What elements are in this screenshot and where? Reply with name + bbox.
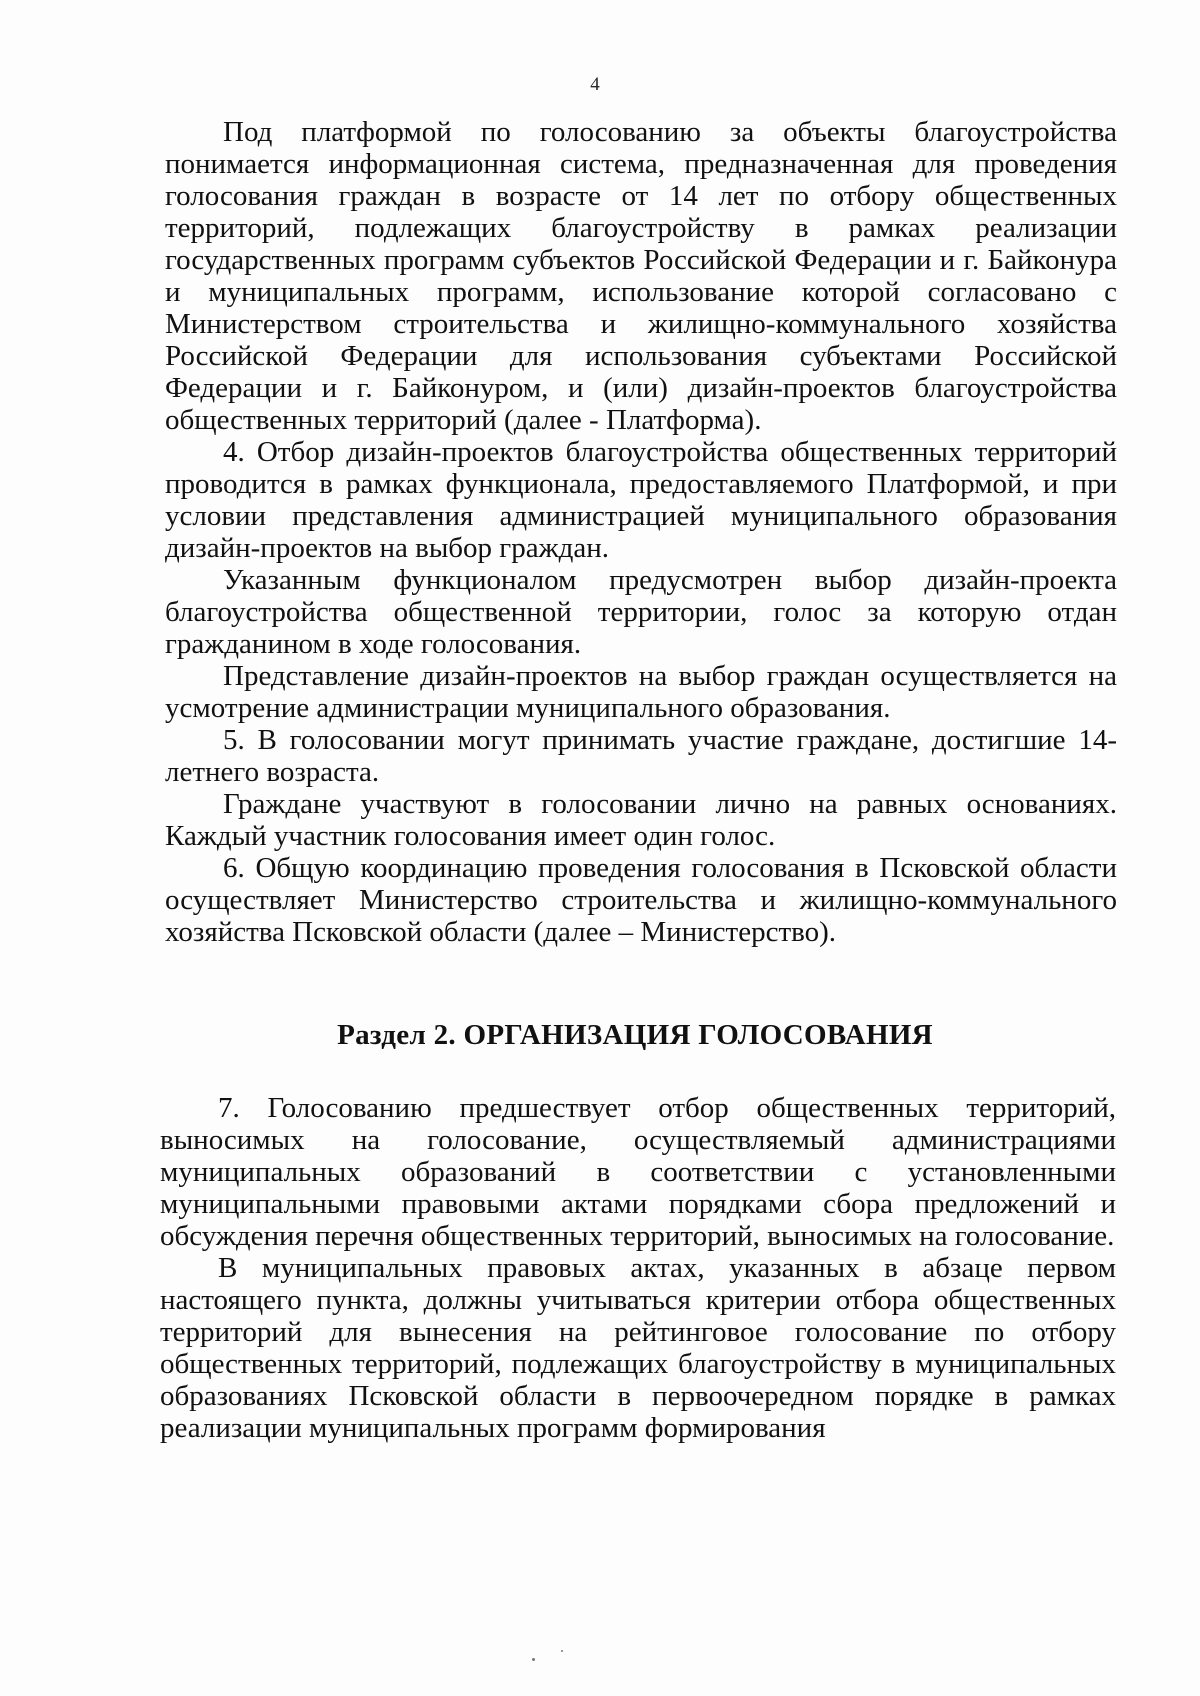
paragraph-design-presentation: Представление дизайн-проектов на выбор граждан осуществляется на усмотрение администрации муниципального образования. xyxy=(165,660,1117,724)
paragraph-item-7: 7. Голосованию предшествует отбор общественных территорий, выносимых на голосование, осуществляемый администрациями муниципальных образований в соответствии с установленными муниципальными правовыми актами порядками сбора предложений и обсуждения перечня общественных территорий, выносимых на голосование. xyxy=(160,1092,1116,1252)
paragraph-item-5: 5. В голосовании могут принимать участие граждане, достигшие 14-летнего возраста. xyxy=(165,724,1117,788)
section-2-text xyxy=(160,1092,1116,1444)
section-1-text xyxy=(165,116,1117,948)
section-heading: Раздел 2. ОРГАНИЗАЦИЯ ГОЛОСОВАНИЯ xyxy=(337,1019,933,1051)
paragraph-legal-acts: В муниципальных правовых актах, указанных в абзаце первом настоящего пункта, должны учитываться критерии отбора общественных территорий для вынесения на рейтинговое голосование по отбору общественных территорий, подлежащих благоустройству в муниципальных образованиях Псковской области в первоочередном порядке в рамках реализации муниципальных программ формирования xyxy=(160,1252,1116,1444)
page-number: 4 xyxy=(590,74,600,95)
paragraph-equal-vote: Граждане участвуют в голосовании лично на равных основаниях. Каждый участник голосования имеет один голос. xyxy=(165,788,1117,852)
scan-speck xyxy=(561,1650,563,1652)
paragraph-item-4: 4. Отбор дизайн-проектов благоустройства общественных территорий проводится в рамках функционала, предоставляемого Платформой, и при условии представления администрацией муниципального образования дизайн-проектов на выбор граждан. xyxy=(165,436,1117,564)
paragraph-functionality: Указанным функционалом предусмотрен выбор дизайн-проекта благоустройства общественной территории, голос за которую отдан гражданином в ходе голосования. xyxy=(165,564,1117,660)
scan-speck xyxy=(532,1658,535,1661)
paragraph-platform-definition: Под платформой по голосованию за объекты благоустройства понимается информационная система, предназначенная для проведения голосования граждан в возрасте от 14 лет по отбору общественных территорий, подлежащих благоустройству в рамках реализации государственных программ субъектов Российской Федерации и г. Байконура и муниципальных программ, использование которой согласовано с Министерством строительства и жилищно-коммунального хозяйства Российской Федерации для использования субъектами Российской Федерации и г. Байконуром, и (или) дизайн-проектов благоустройства общественных территорий (далее - Платформа). xyxy=(165,116,1117,436)
paragraph-item-6: 6. Общую координацию проведения голосования в Псковской области осуществляет Министерство строительства и жилищно-коммунального хозяйства Псковской области (далее – Министерство). xyxy=(165,852,1117,948)
